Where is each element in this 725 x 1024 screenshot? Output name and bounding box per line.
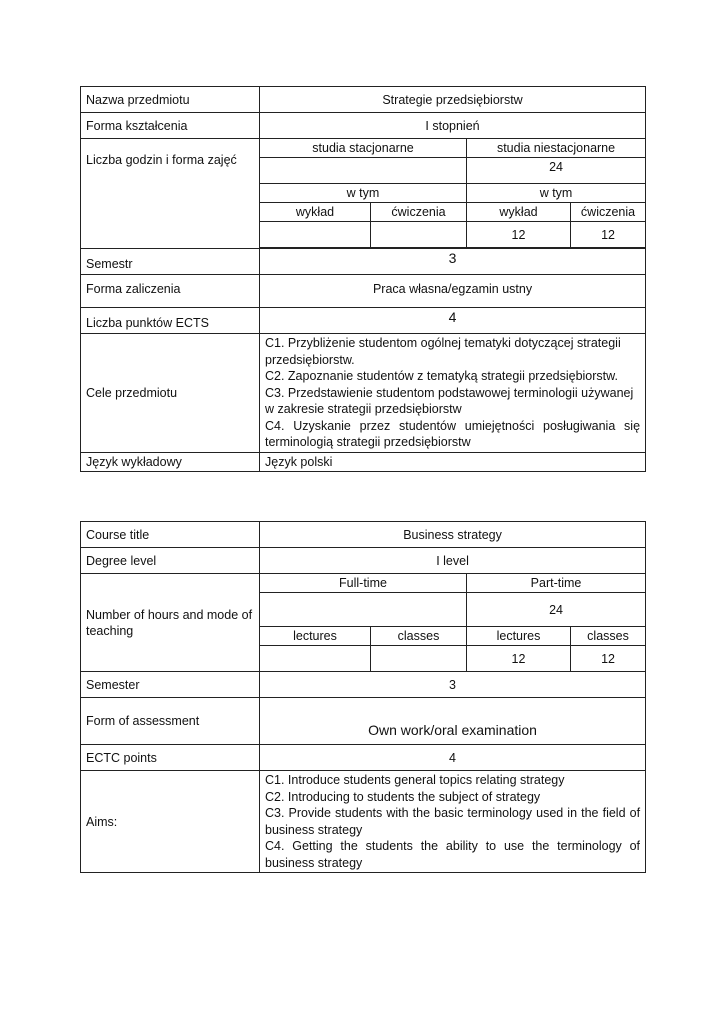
pt-lectures-header: lectures [467,627,571,646]
aim-item: C3. Provide students with the basic terminology used in the field of business strategy [265,806,641,837]
hours-label-text: Number of hours and mode of teaching [86,607,253,638]
form-label: Forma kształcenia [81,113,260,139]
ects-value: 4 [260,308,646,334]
pt-lectures-value: 12 [467,646,571,672]
semester-label: Semester [81,672,260,698]
hours-label [81,139,260,249]
hours-label-text: Liczba godzin i forma zajęć [86,153,237,167]
ft-lectures-value [260,222,371,248]
language-label: Język wykładowy [81,452,260,471]
aim-item: C1. Przybliżenie studentom ogólnej tematyki dotyczącej strategii przedsiębiorstw. [265,336,621,367]
ft-classes-header: classes [371,627,467,646]
assessment-value: Praca własna/egzamin ustny [260,275,646,308]
course-card-english [80,521,646,873]
course-name-label: Nazwa przedmiotu [81,87,260,113]
part-time-header: Part-time [467,574,646,593]
semester-value: 3 [260,249,646,275]
part-time-total: 24 [467,593,646,627]
pt-classes-value: 12 [571,222,646,248]
aim-item: C2. Zapoznanie studentów z tematyką strategii przedsiębiorstw. [265,369,618,383]
pt-lectures-header: wykład [467,203,571,222]
ft-lectures-header: lectures [260,627,371,646]
ft-lectures-header: wykład [260,203,371,222]
ft-lectures-value [260,646,371,672]
aim-item: C4. Uzyskanie przez studentów umiejętności posługiwania się terminologią strategii przedsiębiorstw [265,418,641,449]
full-time-header: studia stacjonarne [260,139,467,158]
full-time-total [260,158,467,184]
course-title-value: Business strategy [260,522,646,548]
aim-item: C3. Przedstawienie studentom podstawowej terminologii używanej w zakresie strategii przedsiębiorstw [265,385,634,416]
full-time-header: Full-time [260,574,467,593]
assessment-label: Forma zaliczenia [81,275,260,308]
part-time-total: 24 [467,158,646,184]
ects-label: Liczba punktów ECTS [81,308,260,334]
aim-item: C2. Introducing to students the subject of strategy [265,789,541,804]
ft-classes-value [371,222,467,248]
part-time-header: studia niestacjonarne [467,139,646,158]
pt-lectures-value: 12 [467,222,571,248]
semester-label: Semestr [81,249,260,275]
ects-value: 4 [260,745,646,771]
ects-label: ECTC points [81,745,260,771]
aims-list [260,771,646,873]
aims-label: Cele przedmiotu [81,334,260,453]
aim-item: C1. Introduce students general topics relating strategy [265,773,565,787]
pt-classes-header: ćwiczenia [571,203,646,222]
assessment-value: Own work/oral examination [260,698,646,745]
including-label-2: w tym [467,184,646,203]
including-label-1: w tym [260,184,467,203]
ft-classes-value [371,646,467,672]
full-time-total [260,593,467,627]
degree-value: I level [260,548,646,574]
degree-label: Degree level [81,548,260,574]
aims-list [260,334,646,453]
language-value: Język polski [260,452,646,471]
semester-value: 3 [260,672,646,698]
pt-classes-header: classes [571,627,646,646]
course-card-polish [80,86,646,472]
aim-item: C4. Getting the students the ability to use the terminology of business strategy [265,839,641,870]
form-value: I stopnień [260,113,646,139]
aims-label: Aims: [81,771,260,873]
course-title-label: Course title [81,522,260,548]
course-name-value: Strategie przedsiębiorstw [260,87,646,113]
ft-classes-header: ćwiczenia [371,203,467,222]
assessment-label: Form of assessment [81,698,260,745]
hours-label [81,574,260,672]
pt-classes-value: 12 [571,646,646,672]
